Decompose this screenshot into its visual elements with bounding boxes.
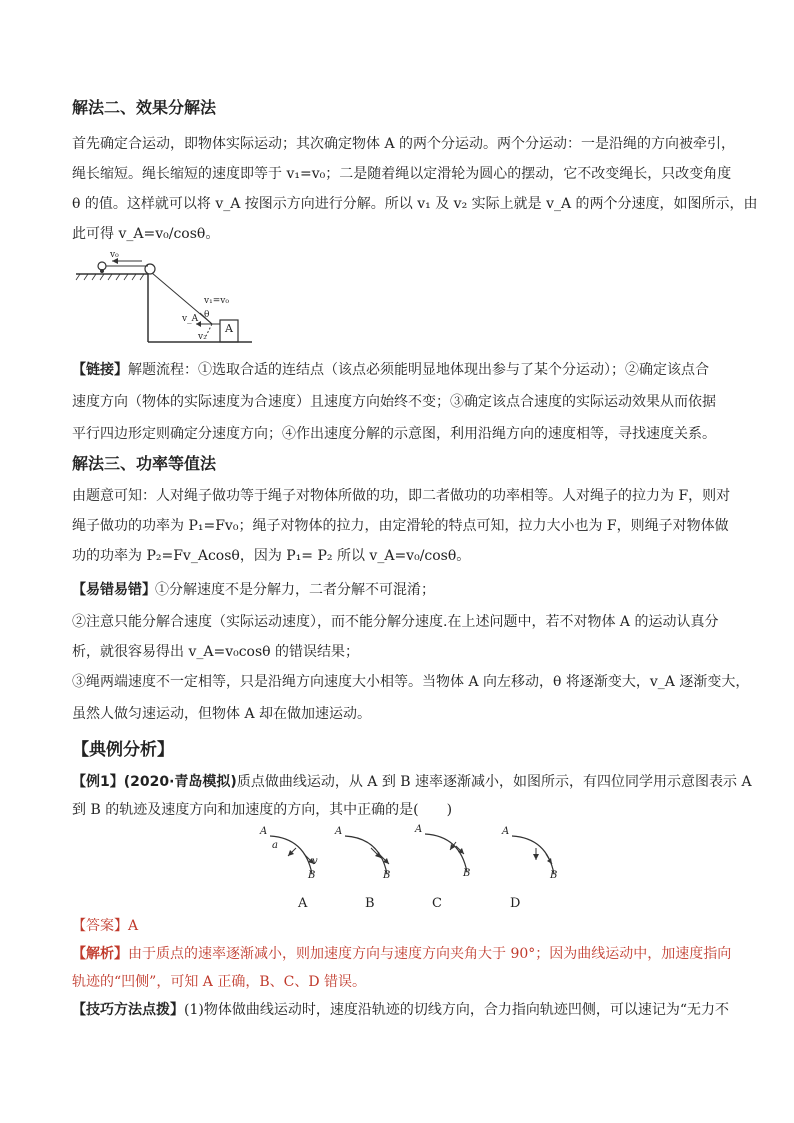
example1-line-1 (72, 772, 752, 792)
analysis-tag: 【解析】 (72, 946, 128, 962)
link-tag: 【链接】 (72, 362, 128, 378)
tips-line (72, 1000, 732, 1020)
example1-text: 质点做曲线运动，从 A 到 B 速率逐渐减小，如图所示，有四位同学用示意图表示 A (236, 774, 752, 790)
label-v2: v₂ (198, 332, 207, 342)
method3-line: 功的功率为 P₂=Fv_Acosθ，因为 P₁= P₂ 所以 v_A=v₀/cosθ。 (72, 548, 471, 564)
analysis-text: 由于质点的速率逐渐减小，则加速度方向与速度方向夹角大于 90°；因为曲线运动中，加速度指向 (128, 946, 732, 962)
mistakes-line: ①分解速度不是分解力，二者分解不可混淆； (155, 582, 435, 598)
option-label: C (432, 896, 442, 911)
example1-tag: 【例1】(2020·青岛模拟) (72, 774, 237, 790)
method3-heading: 解法三、功率等值法 (72, 454, 217, 473)
method2-heading: 解法二、效果分解法 (72, 98, 217, 117)
method2-line: 绳长缩短。绳长缩短的速度即等于 v₁=v₀；二是随着绳以定滑轮为圆心的摆动，它不改变绳长，只改变角度 (72, 166, 732, 182)
method2-line: 首先确定合运动，即物体实际运动；其次确定物体 A 的两个分运动。两个分运动：一是沿绳的方向被牵引， (72, 136, 736, 152)
option-label: A (298, 896, 308, 911)
pulley-figure (72, 252, 262, 347)
option-label: B (365, 896, 375, 911)
link-text: 解题流程：①选取合适的连结点（该点必须能明显地体现出参与了某个分运动）；②确定该点合 (128, 362, 709, 378)
option-b-point-b: B (383, 870, 391, 881)
option-a-point-a: A (260, 826, 268, 837)
examples-heading: 【典例分析】 (72, 740, 174, 760)
answer: 【答案】A (72, 918, 139, 934)
option-a-label-v: v (312, 856, 318, 867)
link-line: 速度方向（物体的实际速度为合速度）且速度方向始终不变；③确定该点合速度的实际运动效果从而依据 (72, 394, 716, 410)
link-line-1 (72, 360, 732, 380)
mistakes-line: ③绳两端速度不一定相等，只是沿绳方向速度大小相等。当物体 A 向左移动，θ 将逐渐变大，v_A 逐渐变大， (72, 674, 750, 690)
option-d-point-a: A (502, 826, 510, 837)
method3-line: 由题意可知：人对绳子做功等于绳子对物体所做的功，即二者做功的功率相等。人对绳子的拉力为 F，则对 (72, 488, 731, 504)
option-label: D (510, 896, 521, 911)
option-a-point-b: B (308, 870, 316, 881)
method2-line: θ 的值。这样就可以将 v_A 按图示方向进行分解。所以 v₁ 及 v₂ 实际上就是 v_A 的两个分速度，如图所示，由 (72, 196, 758, 212)
mistakes-line: ②注意只能分解合速度（实际运动速度），而不能分解分速度.在上述问题中，若不对物体 A 的运动认真分 (72, 614, 719, 630)
mistakes-tag: 【易错易错】 (72, 582, 156, 598)
label-v0: v₀ (110, 250, 119, 260)
label-theta: θ (204, 310, 210, 320)
example1-line-2: 到 B 的轨迹及速度方向和加速度的方向，其中正确的是( ) (72, 802, 453, 818)
analysis-line-1 (72, 944, 732, 964)
mistakes-line: 析，就很容易得出 v_A=v₀cosθ 的错误结果； (72, 644, 360, 660)
option-c-point-a: A (415, 824, 423, 835)
tips-text: (1)物体做曲线运动时，速度沿轨迹的切线方向，合力指向轨迹凹侧，可以速记为“无力不 (184, 1002, 729, 1018)
option-d-point-b: B (550, 870, 558, 881)
pulley-diagram (72, 252, 262, 347)
label-block-a: A (225, 322, 233, 335)
method3-line: 绳子做功的功率为 P₁=Fv₀；绳子对物体的拉力，由定滑轮的特点可知，拉力大小也为 F，则绳子对物体做 (72, 518, 729, 534)
label-va: v_A (182, 314, 199, 324)
option-a-label-a: a (272, 840, 278, 851)
link-line: 平行四边形定则确定分速度方向；④作出速度分解的示意图，利用沿绳方向的速度相等，寻找速度关系。 (72, 426, 716, 442)
options-figure (250, 826, 570, 916)
label-v1: v₁=v₀ (204, 296, 229, 306)
option-c-point-b: B (463, 868, 471, 879)
method2-line: 此可得 v_A=v₀/cosθ。 (72, 226, 220, 242)
option-b-point-a: A (335, 826, 343, 837)
mistakes-line: 虽然人做匀速运动，但物体 A 却在做加速运动。 (72, 706, 372, 722)
analysis-line-2: 轨迹的“凹侧”，可知 A 正确，B、C、D 错误。 (72, 974, 366, 990)
tips-tag: 【技巧方法点拨】 (72, 1002, 184, 1018)
